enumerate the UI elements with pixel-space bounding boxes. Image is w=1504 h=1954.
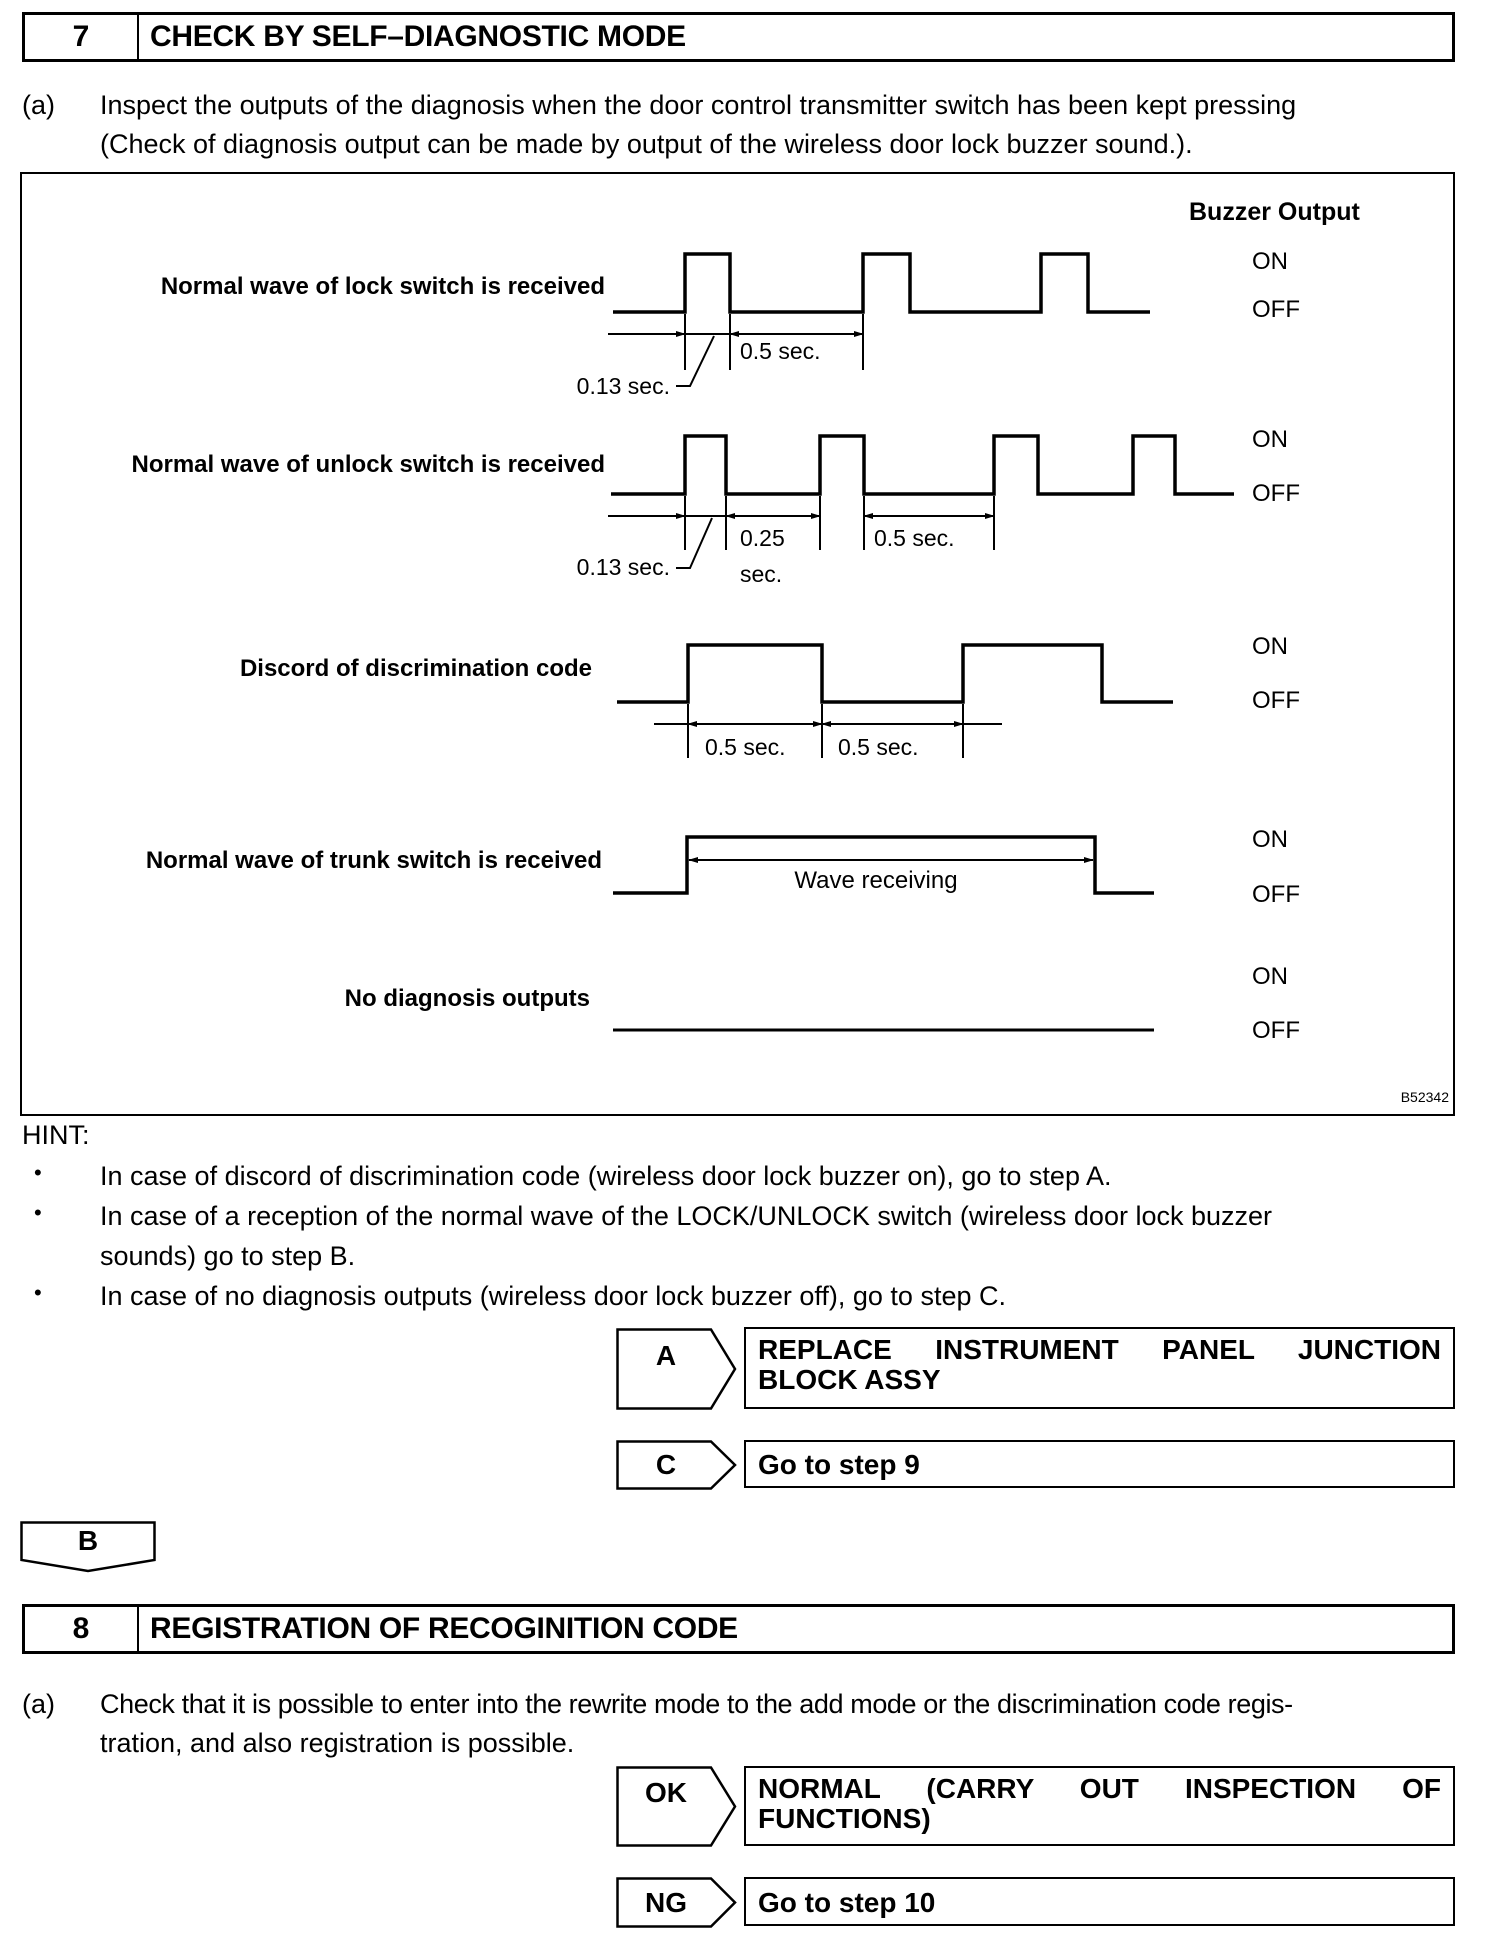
on-label: ON <box>1252 963 1288 990</box>
row-label-discord: Discord of discrimination code <box>239 655 592 682</box>
off-label: OFF <box>1252 1017 1300 1044</box>
bullet-icon: • <box>34 1200 42 1225</box>
discord-interval-label-2: 0.5 sec. <box>838 734 919 760</box>
instruction-line-2: tration, and also registration is possible. <box>100 1728 575 1758</box>
result-code: C <box>655 1449 677 1480</box>
result-a-action: REPLACE INSTRUMENT PANEL JUNCTION BLOCK ASSY <box>744 1327 1455 1409</box>
result-ng-action: Go to step 10 <box>744 1877 1455 1926</box>
result-code: OK <box>645 1777 687 1808</box>
step-title: REGISTRATION OF RECOGINITION CODE <box>150 1612 738 1645</box>
result-ng-tag[interactable] <box>616 1877 738 1928</box>
unlock-short-interval-label: 0.25 <box>740 525 785 551</box>
instruction-line-2: (Check of diagnosis output can be made by output of the wireless door lock buzzer sound.). <box>100 129 1193 159</box>
unlock-waveform <box>611 436 1234 494</box>
unlock-pulse-width-label: 0.13 sec. <box>576 554 670 580</box>
buzzer-output-diagram <box>20 172 1455 1116</box>
lock-pulse-width-label: 0.13 sec. <box>576 373 670 399</box>
lock-interval-label: 0.5 sec. <box>740 338 821 364</box>
on-label: ON <box>1252 426 1288 453</box>
off-label: OFF <box>1252 480 1300 507</box>
result-ok-tag[interactable] <box>616 1766 738 1847</box>
result-ok-action: NORMAL (CARRY OUT INSPECTION OF FUNCTIONS) <box>744 1766 1455 1846</box>
hint-item-2-line-2: sounds) go to step B. <box>100 1241 356 1271</box>
step-number: 8 <box>25 1607 139 1651</box>
discord-waveform <box>617 645 1173 702</box>
result-code: A <box>655 1340 677 1371</box>
row-label-trunk: Normal wave of trunk switch is received <box>145 847 602 874</box>
step-number: 7 <box>25 15 139 59</box>
step-7-instruction <box>22 86 1462 166</box>
buzzer-output-header: Buzzer Output <box>1189 198 1360 226</box>
hint-heading: HINT: <box>22 1120 90 1150</box>
hint-item-1: In case of discord of discrimination code (wireless door lock buzzer on), go to step A. <box>100 1161 1112 1191</box>
row-label-lock: Normal wave of lock switch is received <box>160 273 605 300</box>
bullet-icon: • <box>34 1160 42 1185</box>
step-7-header <box>22 12 1455 62</box>
wave-receiving-label: Wave receiving <box>794 867 958 894</box>
result-code: NG <box>645 1887 687 1918</box>
step-8-header <box>22 1604 1455 1654</box>
proceed-b-tag[interactable] <box>20 1521 156 1573</box>
hint-item-2-line-1: In case of a reception of the normal wave of the LOCK/UNLOCK switch (wireless door lock buzzer <box>100 1201 1273 1231</box>
instruction-line-1: Check that it is possible to enter into the rewrite mode to the add mode or the discrimination code regis- <box>100 1689 1293 1719</box>
waveform-chart <box>22 174 1457 1118</box>
proceed-code: B <box>77 1525 99 1556</box>
off-label: OFF <box>1252 881 1300 908</box>
step-title: CHECK BY SELF–DIAGNOSTIC MODE <box>150 20 686 53</box>
result-a-tag[interactable] <box>616 1328 738 1410</box>
lock-waveform <box>613 254 1150 312</box>
item-label: (a) <box>22 1689 55 1719</box>
result-c-tag[interactable] <box>616 1440 738 1490</box>
on-label: ON <box>1252 826 1288 853</box>
instruction-line-1: Inspect the outputs of the diagnosis when the door control transmitter switch has been kept pressing <box>100 90 1297 120</box>
unlock-long-interval-label: 0.5 sec. <box>874 525 955 551</box>
discord-interval-label-1: 0.5 sec. <box>705 734 786 760</box>
item-label: (a) <box>22 90 55 120</box>
off-label: OFF <box>1252 296 1300 323</box>
row-label-no-output: No diagnosis outputs <box>344 985 590 1012</box>
step-8-instruction <box>22 1685 1462 1765</box>
bullet-icon: • <box>34 1280 42 1305</box>
on-label: ON <box>1252 633 1288 660</box>
on-label: ON <box>1252 248 1288 275</box>
result-c-action: Go to step 9 <box>744 1440 1455 1488</box>
hint-item-3: In case of no diagnosis outputs (wireless door lock buzzer off), go to step C. <box>100 1281 1006 1311</box>
unlock-short-interval-unit: sec. <box>740 561 783 587</box>
row-label-unlock: Normal wave of unlock switch is received <box>131 451 605 478</box>
figure-id: B52342 <box>1400 1089 1449 1105</box>
off-label: OFF <box>1252 687 1300 714</box>
